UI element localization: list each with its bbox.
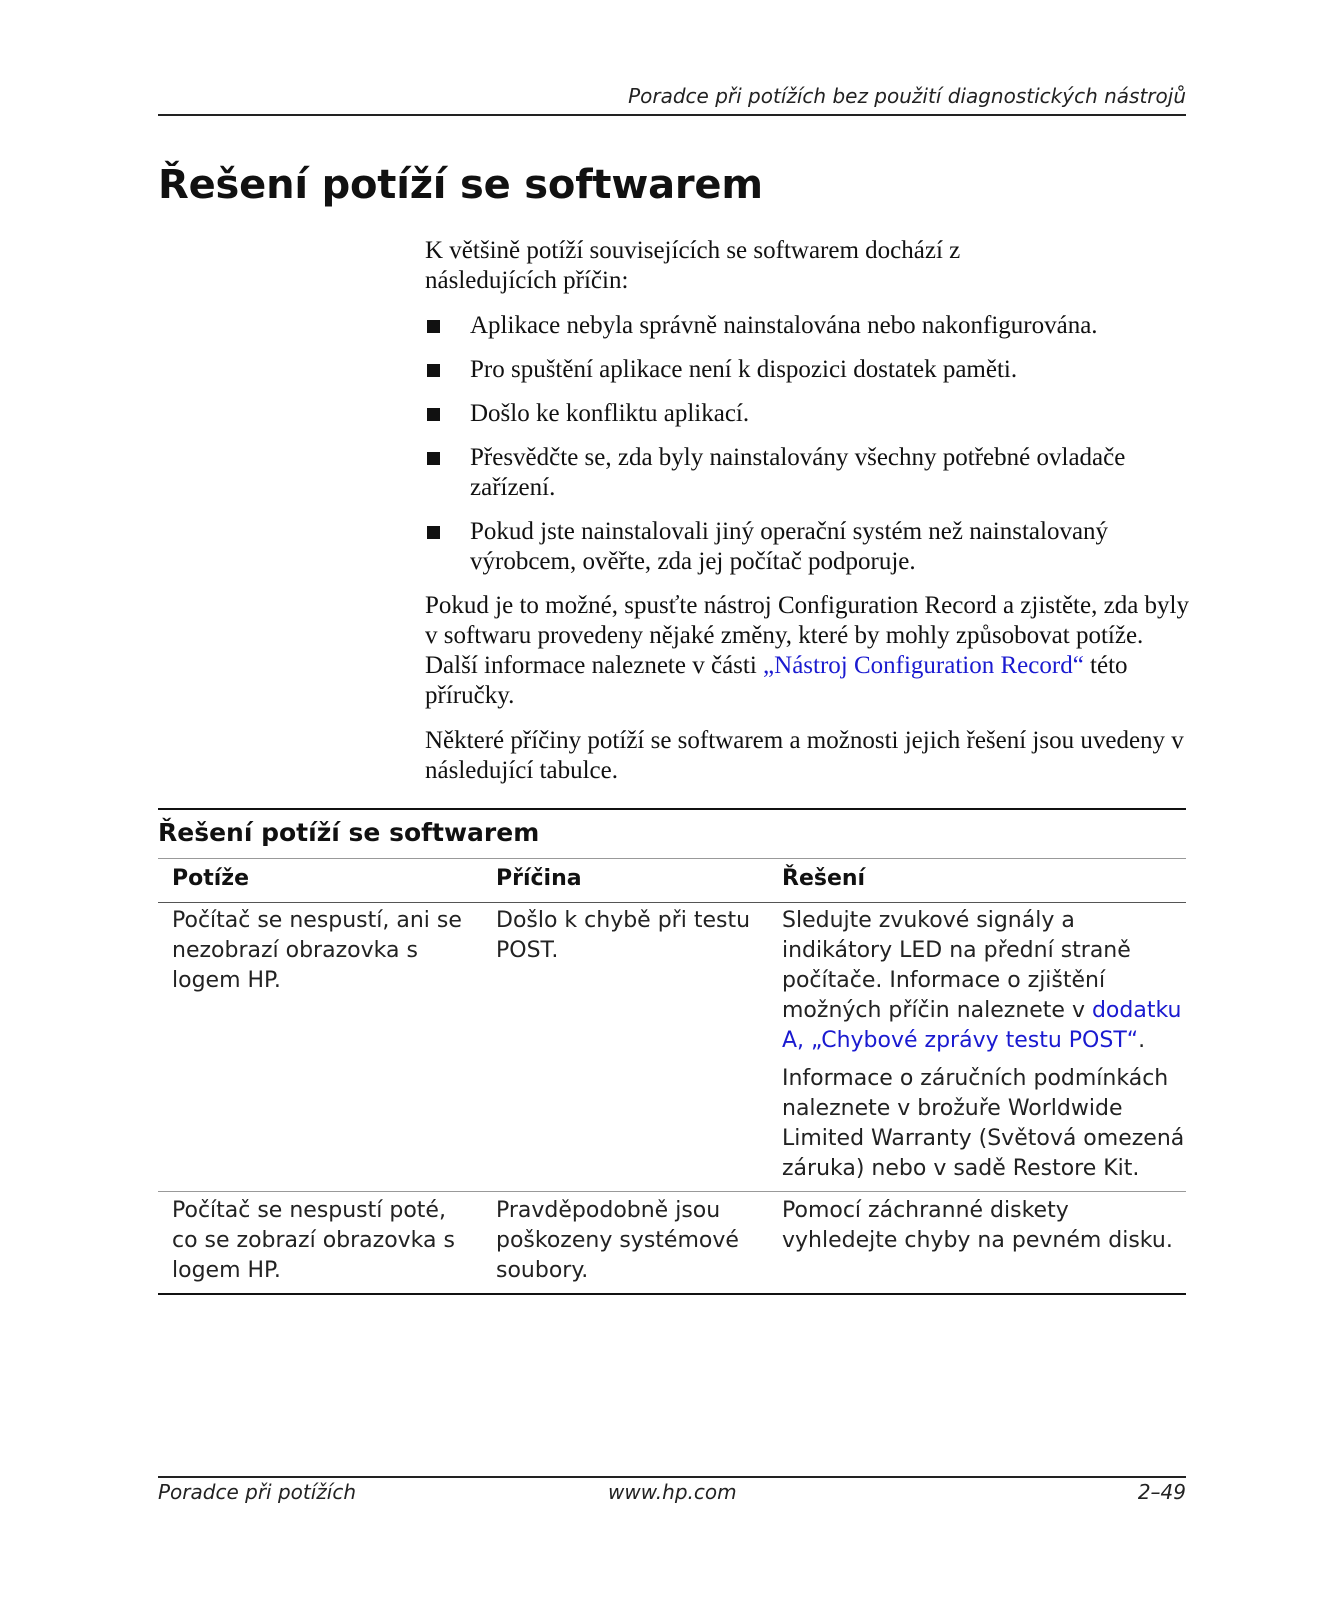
cause-list (425, 311, 1190, 577)
bullet-square-icon (427, 408, 440, 421)
bullet-square-icon (427, 320, 440, 333)
table-row-1-cause: Došlo k chybě při testu POST. (496, 908, 751, 963)
intro-paragraph: K většině potíží souvisejících se softwarem dochází z následujících příčin: (425, 237, 961, 294)
column-header-problem: Potíže (172, 866, 250, 891)
solution-paragraph: Sledujte zvukové signály a indikátory LED na přední straně počítače. Informace o zjištění možných příčin naleznete v dodatku A, „Chybové zprávy testu POST“. (782, 908, 1182, 1053)
table-bottom-rule (158, 1293, 1186, 1295)
warranty-paragraph: Informace o záručních podmínkách naleznete v brožuře Worldwide Limited Warranty (Světová omezená záruka) nebo v sadě Restore Kit. (782, 1066, 1185, 1181)
body-text (425, 236, 1190, 801)
table-top-rule (158, 808, 1186, 810)
table-header-bottom-rule (158, 902, 1186, 903)
list-item: Přesvědčte se, zda byly nainstalovány všechny potřebné ovladače zařízení. (425, 443, 1190, 503)
footer-url: www.hp.com (608, 1480, 737, 1504)
list-item: Pro spuštění aplikace není k dispozici dostatek paměti. (425, 355, 1190, 385)
table-title: Řešení potíží se softwarem (158, 818, 540, 847)
table-row-2-solution: Pomocí záchranné diskety vyhledejte chyby na pevném disku. (782, 1198, 1173, 1253)
footer-left: Poradce při potížích (158, 1480, 357, 1504)
page-title: Řešení potíží se softwarem (158, 162, 763, 208)
table-row-2-problem: Počítač se nespustí poté, co se zobrazí obrazovka s logem HP. (172, 1198, 455, 1283)
header-rule (158, 114, 1186, 116)
table-row-divider (158, 1191, 1186, 1192)
table-header-rule (158, 858, 1186, 859)
appendix-a-link[interactable]: dodatku A, „Chybové zprávy testu POST“ (782, 998, 1182, 1053)
footer-rule (158, 1476, 1186, 1478)
column-header-solution: Řešení (782, 866, 866, 891)
list-item: Aplikace nebyla správně nainstalována nebo nakonfigurována. (425, 311, 1190, 341)
bullet-square-icon (427, 526, 440, 539)
list-item: Pokud jste nainstalovali jiný operační systém než nainstalovaný výrobcem, ověřte, zda jej počítač podporuje. (425, 517, 1190, 577)
table-row-1-problem: Počítač se nespustí, ani se nezobrazí obrazovka s logem HP. (172, 908, 462, 993)
table-row-2-cause: Pravděpodobně jsou poškozeny systémové soubory. (496, 1198, 739, 1283)
bullet-square-icon (427, 452, 440, 465)
running-header: Poradce při potížích bez použití diagnostických nástrojů (628, 84, 1186, 108)
config-record-paragraph: Pokud je to možné, spusťte nástroj Configuration Record a zjistěte, zda byly v softwaru provedeny nějaké změny, které by mohly způsobovat potíže. Další informace naleznete v části „Nástroj Configuration Record“ této příručky. (425, 592, 1189, 709)
table-intro-paragraph: Některé příčiny potíží se softwarem a možnosti jejich řešení jsou uvedeny v následující tabulce. (425, 727, 1184, 784)
config-record-link[interactable]: „Nástroj Configuration Record“ (763, 652, 1084, 679)
bullet-square-icon (427, 364, 440, 377)
list-item: Došlo ke konfliktu aplikací. (425, 399, 1190, 429)
table-row-1-solution (782, 906, 1186, 1192)
column-header-cause: Příčina (496, 866, 582, 891)
footer-page-number: 2–49 (1137, 1480, 1186, 1504)
